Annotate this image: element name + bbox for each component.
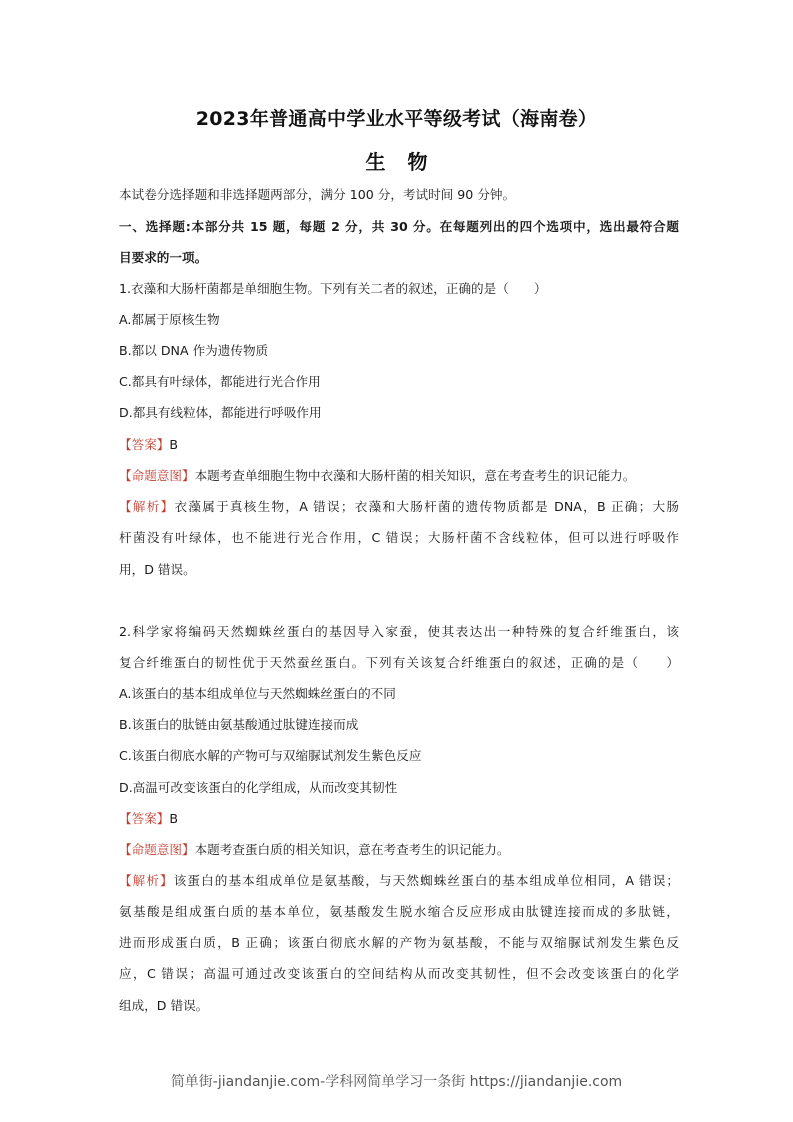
answer-label: 【答案】 [119, 811, 170, 826]
analysis-label: 【解析】 [119, 499, 175, 514]
q1-option-a: A.都属于原核生物 [119, 312, 220, 327]
q1-analysis-line-1 [119, 499, 679, 515]
q1-option-c: C.都具有叶绿体，都能进行光合作用 [119, 374, 321, 389]
q2-analysis-line-1 [119, 873, 679, 889]
q2-answer [119, 811, 679, 827]
q2-stem-line-1: 2.科学家将编码天然蜘蛛丝蛋白的基因导入家蚕，使其表达出一种特殊的复合纤维蛋白，该 [119, 624, 679, 639]
answer-value: B [169, 437, 179, 452]
subject-char-2: 物 [407, 150, 428, 174]
q2-analysis-line-5: 组成，D 错误。 [119, 998, 209, 1013]
q2-analysis-line-4: 应，C 错误；高温可通过改变该蛋白的空间结构从而改变其韧性，但不会改变该蛋白的化学 [119, 966, 679, 981]
answer-value: B [169, 811, 179, 826]
q1-stem: 1.衣藻和大肠杆菌都是单细胞生物。下列有关二者的叙述，正确的是（ ） [119, 281, 547, 296]
q2-option-a: A.该蛋白的基本组成单位与天然蜘蛛丝蛋白的不同 [119, 686, 396, 701]
subject-char-1: 生 [365, 150, 386, 174]
footer-watermark: 简单街-jiandanjie.com-学科网简单学习一条街 https://jiandanjie.com [170, 1074, 623, 1090]
q1-intent [119, 468, 679, 484]
q1-option-b: B.都以 DNA 作为遗传物质 [119, 343, 269, 358]
answer-label: 【答案】 [119, 437, 170, 452]
intent-text: 本题考查蛋白质的相关知识，意在考查考生的识记能力。 [194, 842, 510, 857]
analysis-label: 【解析】 [119, 873, 174, 888]
q1-analysis-line-2: 杆菌没有叶绿体，也不能进行光合作用，C 错误；大肠杆菌不含线粒体，但可以进行呼吸作 [119, 530, 679, 545]
q2-analysis-line-2: 氨基酸是组成蛋白质的基本单位，氨基酸发生脱水缩合反应形成由肽键连接而成的多肽链， [119, 904, 679, 919]
q2-stem-line-2: 复合纤维蛋白的韧性优于天然蚕丝蛋白。下列有关该复合纤维蛋白的叙述，正确的是（ ） [119, 655, 679, 670]
section-heading-line-1: 一、选择题:本部分共 15 题，每题 2 分，共 30 分。在每题列出的四个选项中，选出最符合题 [119, 219, 679, 234]
subject-title [0, 146, 793, 175]
q2-intent [119, 842, 679, 858]
q2-option-b: B.该蛋白的肽链由氨基酸通过肽键连接而成 [119, 717, 359, 732]
q2-option-d: D.高温可改变该蛋白的化学组成，从而改变其韧性 [119, 780, 398, 795]
intent-label: 【命题意图】 [119, 842, 195, 857]
q2-option-c: C.该蛋白彻底水解的产物可与双缩脲试剂发生紫色反应 [119, 748, 422, 763]
q1-option-d: D.都具有线粒体，都能进行呼吸作用 [119, 405, 322, 420]
intent-label: 【命题意图】 [119, 468, 195, 483]
analysis-text: 衣藻属于真核生物，A 错误；衣藻和大肠杆菌的遗传物质都是 DNA，B 正确；大肠 [174, 499, 680, 514]
q1-analysis-line-3: 用，D 错误。 [119, 562, 196, 577]
exam-title: 2023年普通高中学业水平等级考试（海南卷） [195, 108, 598, 130]
q1-answer [119, 437, 679, 453]
intent-text: 本题考查单细胞生物中衣藻和大肠杆菌的相关知识，意在考查考生的识记能力。 [194, 468, 636, 483]
q2-analysis-line-3: 进而形成蛋白质，B 正确；该蛋白彻底水解的产物为氨基酸，不能与双缩脲试剂发生紫色反 [119, 935, 679, 950]
analysis-text: 该蛋白的基本组成单位是氨基酸，与天然蜘蛛丝蛋白的基本组成单位相同，A 错误； [173, 873, 680, 888]
section-heading-line-2: 目要求的一项。 [119, 250, 208, 265]
exam-intro: 本试卷分选择题和非选择题两部分，满分 100 分，考试时间 90 分钟。 [119, 187, 516, 202]
